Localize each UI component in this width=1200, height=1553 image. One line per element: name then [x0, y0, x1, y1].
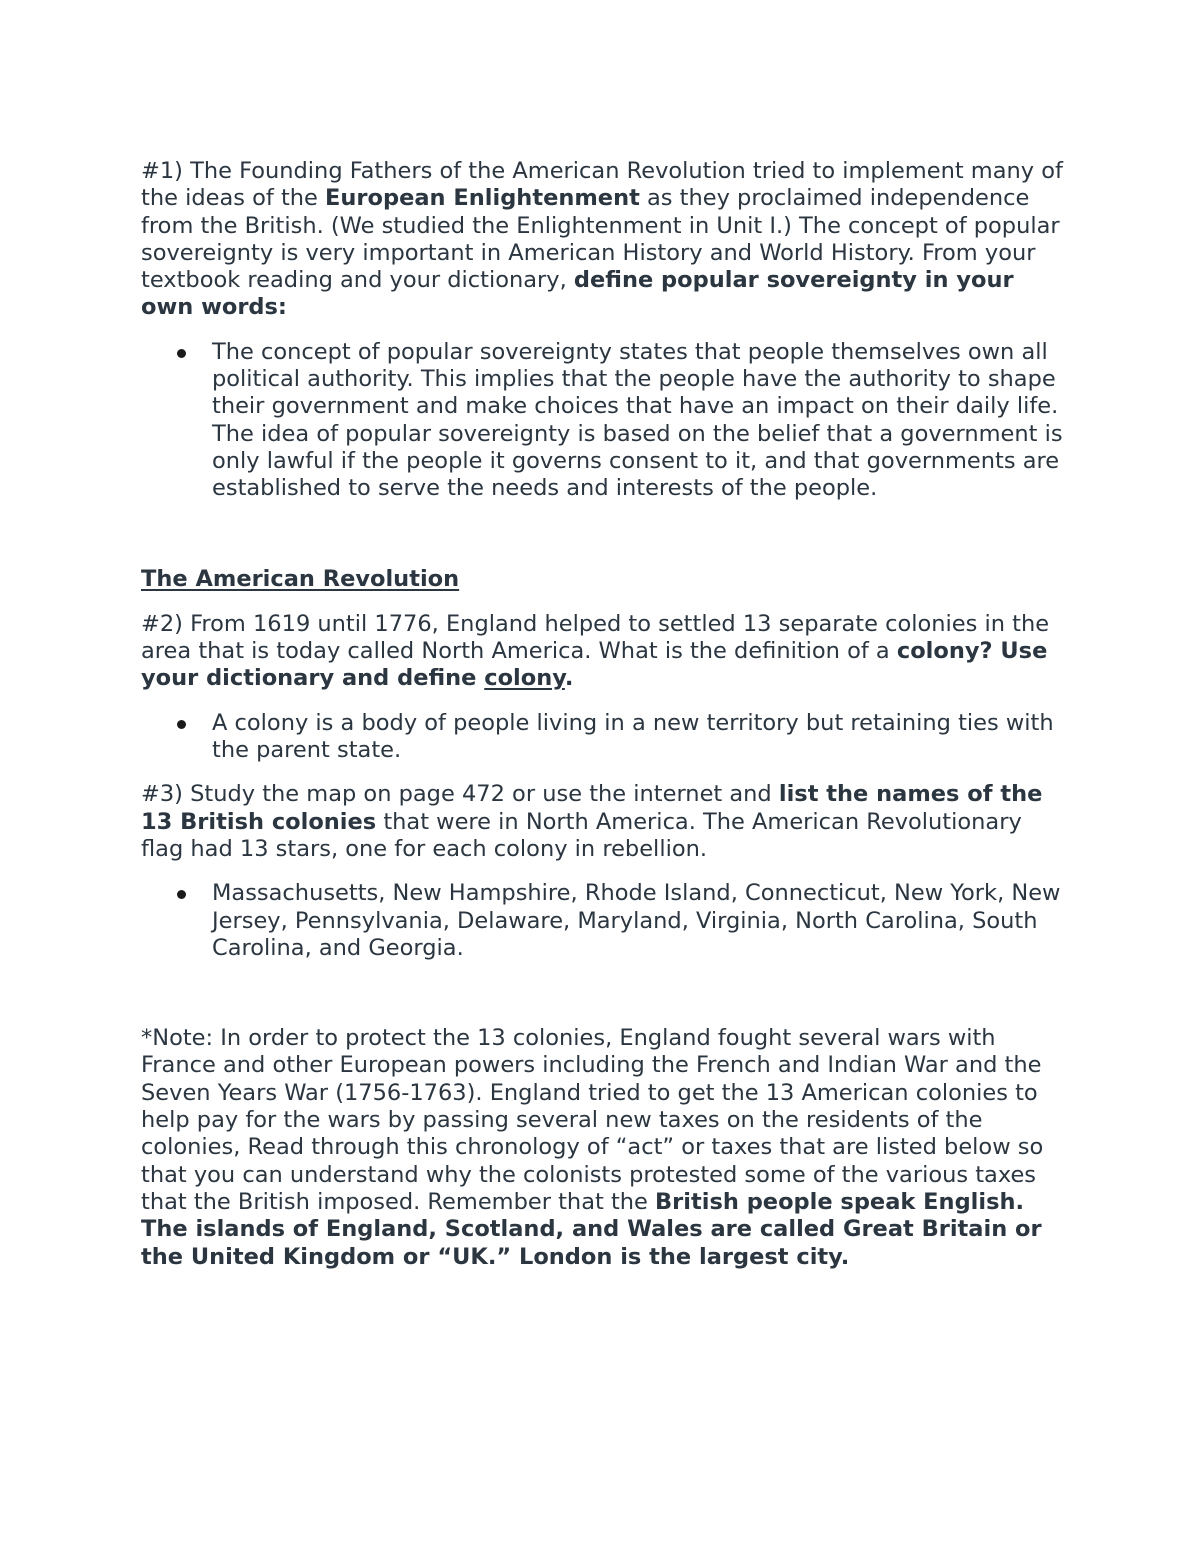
emphasis-colony: colony: [484, 665, 565, 692]
answer-1-list: [141, 339, 1071, 503]
answer-3: Massachusetts, New Hampshire, Rhode Island, Connecticut, New York, New Jersey, Pennsylvania, Delaware, Maryland, Virginia, North Carolina, South Carolina, and Georgia.: [141, 880, 1071, 962]
question-3: #3) Study the map on page 472 or use the internet and list the names of the 13 British colonies that were in North America. The American Revolutionary flag had 13 stars, one for each colony in rebellion.: [141, 781, 1043, 862]
note-paragraph: *Note: In order to protect the 13 colonies, England fought several wars with France and other European powers including the French and Indian War and the Seven Years War (1756-1763). England tried to get the 13 American colonies to help pay for the wars by passing several new taxes on the residents of the colonies, Read through this chronology of “act” or taxes that are listed below so that you can understand why the colonists protested some of the various taxes that the British imposed. Remember that the British people speak English. The islands of England, Scotland, and Wales are called Great Britain or the United Kingdom or “UK.” London is the largest city.: [141, 1025, 1044, 1270]
emphasis-european-enlightenment: European Enlightenment: [325, 185, 640, 212]
question-1: #1) The Founding Fathers of the American Revolution tried to implement many of the ideas of the European Enlightenment as they proclaimed independence from the British. (We studied the Enlightenment in Unit I.) The concept of popular sovereignty is very important in American History and World History. From your textbook reading and your dictionary, define popular sovereignty in your own words:: [141, 158, 1063, 321]
answer-1: The concept of popular sovereignty states that people themselves own all political authority. This implies that the people have the authority to shape their government and make choices that have an impact on their daily life. The idea of popular sovereignty is based on the belief that a government is only lawful if the people it governs consent to it, and that governments are established to serve the needs and interests of the people.: [141, 339, 1071, 503]
emphasis-define-popular-sovereignty: define popular sovereignty in your own words:: [141, 267, 1014, 321]
question-2: #2) From 1619 until 1776, England helped to settled 13 separate colonies in the area that is today called North America. What is the definition of a colony? Use your dictionary and define colony.: [141, 610, 1050, 692]
section-heading: The American Revolution: [141, 565, 460, 592]
document-page: [141, 158, 1071, 1271]
emphasis-list-colonies: list the names of the 13 British colonies: [141, 781, 1043, 835]
answer-2: A colony is a body of people living in a new territory but retaining ties with the parent state.: [141, 710, 1071, 765]
emphasis-british-people: British people speak English. The islands of England, Scotland, and Wales are called Great Britain or the United Kingdom or “UK.” London is the largest city.: [141, 1188, 1042, 1270]
answer-3-list: [141, 880, 1071, 962]
answer-2-list: [141, 710, 1071, 765]
